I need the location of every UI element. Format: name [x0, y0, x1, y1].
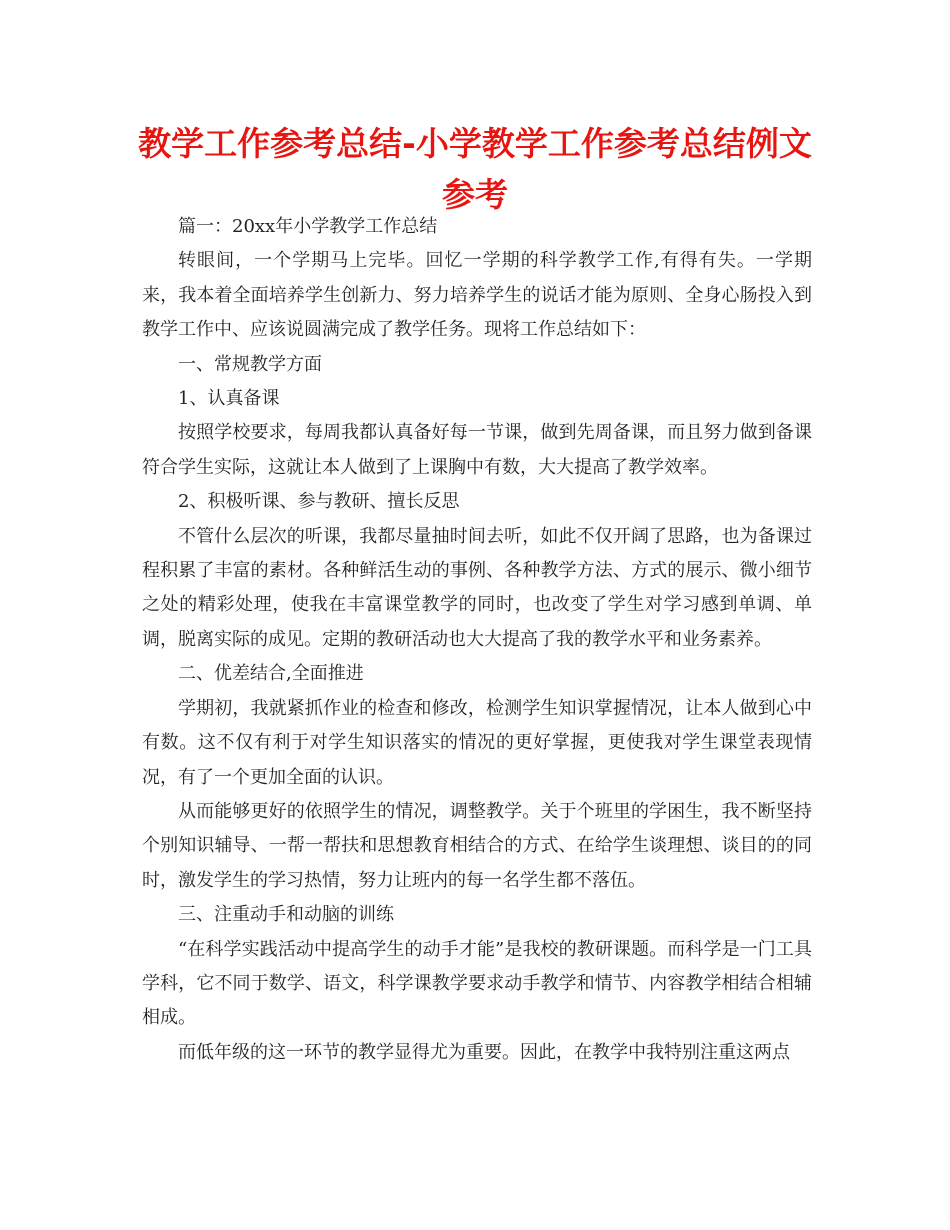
paragraph: 从而能够更好的依照学生的情况，调整教学。关于个班里的学困生，我不断坚持个别知识辅导、一帮一帮扶和思想教育相结合的方式、在给学生谈理想、谈目的的同时，激发学生的学习热情，努力让班内的每一名学生都不落伍。	[142, 800, 812, 891]
paragraph: 按照学校要求，每周我都认真备好每一节课，做到先周备课，而且努力做到备课符合学生实际，这就让本人做到了上课胸中有数，大大提高了教学效率。	[142, 422, 812, 478]
paragraph: 不管什么层次的听课，我都尽量抽时间去听，如此不仅开阔了思路，也为备课过程积累了丰富的素材。各种鲜活生动的事例、各种教学方法、方式的展示、微小细节之处的精彩处理，使我在丰富课堂教学的同时，也改变了学生对学习感到单调、单调，脱离实际的成见。定期的教研活动也大大提高了我的教学水平和业务素养。	[142, 525, 812, 650]
paragraph: 学期初，我就紧抓作业的检查和修改，检测学生知识掌握情况，让本人做到心中有数。这不仅有利于对学生知识落实的情况的更好掌握，更使我对学生课堂表现情况，有了一个更加全面的认识。	[142, 697, 812, 788]
paragraph: “在科学实践活动中提高学生的动手才能”是我校的教研课题。而科学是一门工具学科，它不同于数学、语文，科学课教学要求动手教学和情节、内容教学相结合相辅相成。	[142, 938, 812, 1029]
document-title: 教学工作参考总结-小学教学工作参考总结例文参考	[138, 124, 812, 214]
section-heading: 一、常规教学方面	[178, 353, 322, 375]
section-heading: 二、优差结合,全面推进	[178, 663, 364, 685]
paragraph: 转眼间，一个学期马上完毕。回忆一学期的科学教学工作,有得有失。一学期来，我本着全面培养学生创新力、努力培养学生的说话才能为原则、全身心肠投入到教学工作中、应该说圆满完成了教学任务。现将工作总结如下：	[142, 250, 812, 341]
paragraph: 而低年级的这一环节的教学显得尤为重要。因此，在教学中我特别注重这两点	[178, 1041, 790, 1063]
section-heading: 三、注重动手和动脑的训练	[178, 904, 394, 926]
subsection-heading: 1、认真备课	[178, 388, 280, 410]
section-heading: 篇一：20xx年小学教学工作总结	[178, 216, 438, 237]
document-body	[142, 210, 812, 1070]
subsection-heading: 2、积极听课、参与教研、擅长反思	[178, 491, 460, 513]
